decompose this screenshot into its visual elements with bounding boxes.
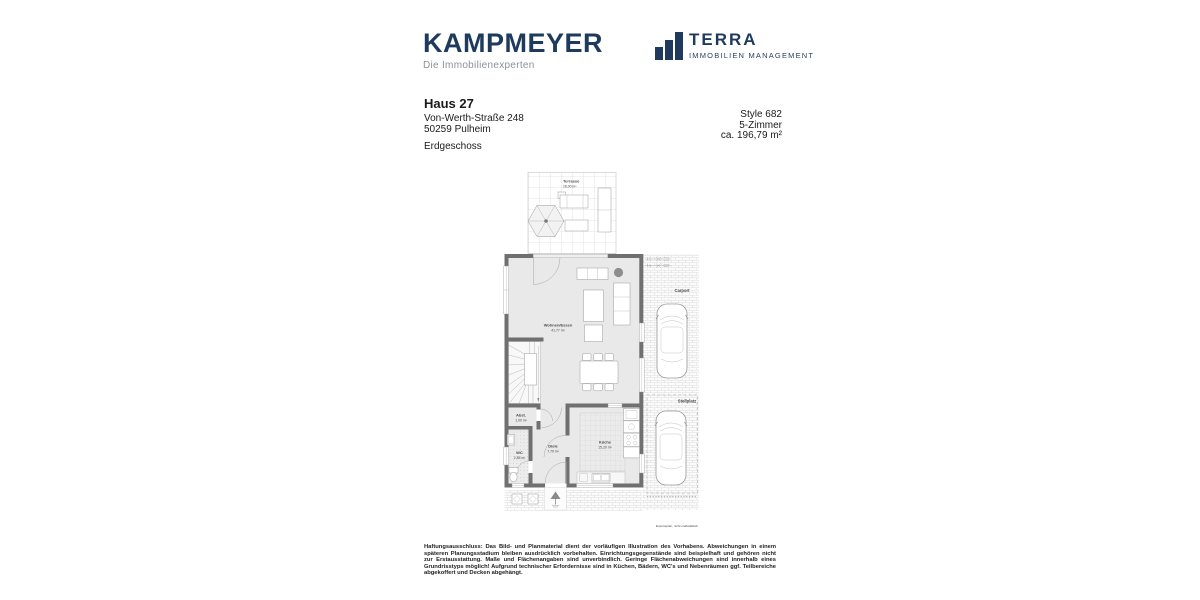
total-area: ca. 196,79 m² [720,130,782,141]
terra-bar-chart-icon [655,32,683,60]
terra-bar-2 [665,40,673,60]
property-info [424,96,524,135]
front-paving [505,490,643,511]
room-label-kueche: Küche [598,439,612,445]
kampmeyer-logo-wordmark: KAMPMEYER [423,28,604,58]
stellplatz-label: Stellplatz [677,398,697,404]
floorplan [495,165,710,535]
room-area-wc: 2,85 m² [513,455,526,460]
terrace-area [528,173,616,254]
carport-label: Carport [674,288,690,293]
terra-bar-1 [655,47,663,60]
room-label-wohnen: Wohnen/Essen [543,322,573,328]
address-city: 50259 Pulheim [424,123,491,135]
room-label-terrasse: Terrasse [563,178,580,184]
terra-logo-tagline: IMMOBILIEN MANAGEMENT [689,51,815,60]
kampmeyer-logo [423,30,603,71]
room-area-diele: 7,79 m² [547,449,559,454]
room-area-abst: 1,00 m² [515,418,527,423]
car-icon [655,411,687,485]
room-area-kueche: 15,20 m² [598,445,612,450]
address-street: Von-Werth-Straße 248 [424,113,524,124]
terra-bar-3 [675,32,683,60]
room-area-wohnen: 41,77 m² [551,328,565,333]
dining-set [580,354,618,391]
disclaimer-text: Haftungsausschluss: Das Bild- und Planmaterial dient der vorläufigen Illustration des Vorhabens. Abweichungen in einem späteren Planungsstadium bleiben ausdrücklich vorbehalten. Einrichtungsgegenstände sind beispielhaft und gehören nicht zur Erstausstattung. Maße und Flächenangaben sind unverbindlich. Geringe Flächenabweichungen sind innerhalb eines Grundrisstyps möglich! Aufgrund technischer Erfordernisse sind in Küchen, Bädern, WC's und Nebenräumen ggf. Teilbereiche abgekoffert und Decken abgehängt. [424,544,776,577]
room-label-diele: Diele [548,443,558,449]
style-number: Style 682 [740,109,782,120]
room-area-terrasse: 18,00 m² [563,184,577,189]
room-label-wc: WC [516,450,523,455]
floor-label: Erdgeschoss [424,141,482,152]
rooms-count: 5-Zimmer [739,119,782,131]
terra-logo-wordmark: TERRA [689,30,758,49]
stove-icon [624,433,640,447]
terra-logo [655,31,814,60]
property-specs [721,110,782,142]
plant-icon [614,268,623,277]
scale-note: Exposéplan, nicht maßstäblich [656,524,698,528]
page-title: Haus 27 [424,96,474,111]
car-icon [656,304,688,378]
room-label-abst: Abst. [516,412,526,418]
terra-logo-text [689,31,814,60]
kampmeyer-logo-tagline: Die Immobilienexperten [423,60,535,71]
